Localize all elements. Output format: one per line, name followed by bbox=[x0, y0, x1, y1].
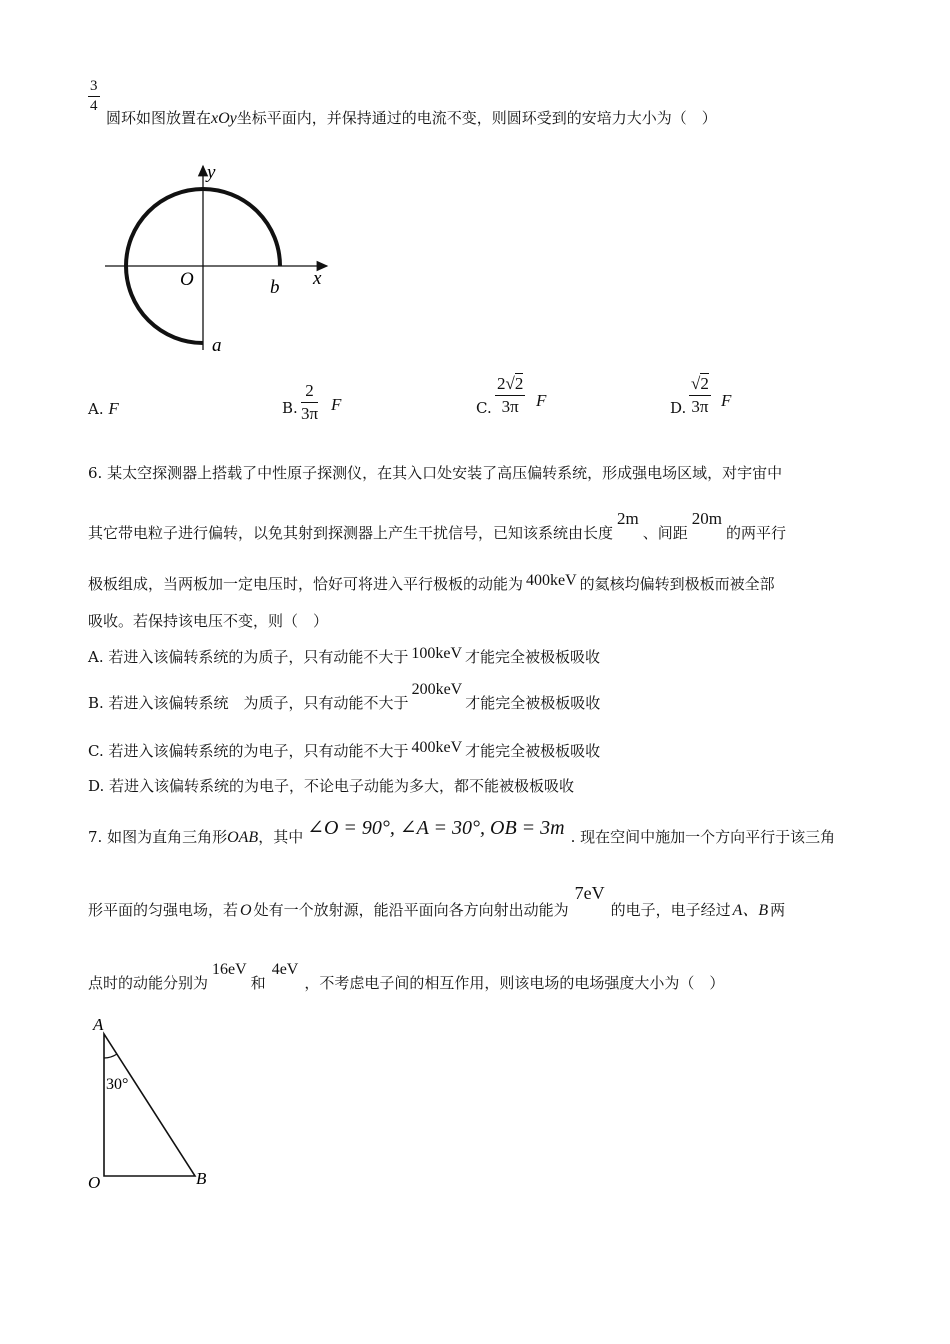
q7-conditions: ∠O = 90°, ∠A = 30°, OB = 3m bbox=[307, 817, 565, 839]
q7-point-o: O bbox=[240, 902, 252, 919]
q6-option-b-tail: 才能完全被极板吸收 bbox=[465, 694, 601, 712]
q6-option-d[interactable]: D. 若进入该偏转系统的为电子，不论电子动能为多大，都不能被极板吸收 bbox=[88, 777, 575, 795]
q5-stem bbox=[106, 107, 717, 128]
q5-option-d-numerator bbox=[689, 374, 711, 394]
q6-gap: 20m bbox=[691, 509, 722, 528]
q6-option-c-value: 400keV bbox=[411, 739, 463, 756]
q6-option-b[interactable] bbox=[88, 681, 601, 713]
q5-option-b-F: F bbox=[331, 395, 342, 414]
q5-option-c-denominator: 3π bbox=[501, 397, 519, 416]
q7-line-1 bbox=[88, 817, 836, 848]
q5-fraction-denominator: 4 bbox=[90, 98, 98, 114]
q5-option-d-root: 2 bbox=[700, 374, 709, 393]
q6-line-3-b: 的氦核均偏转到极板而被全部 bbox=[579, 575, 775, 593]
q7-line-2-c: 的电子，电子经过 bbox=[610, 901, 731, 919]
q6-line-4: 吸收。若保持该电压不变，则（ ） bbox=[88, 612, 329, 630]
q5-option-d-F: F bbox=[721, 391, 732, 410]
q7-points-ab: A、B bbox=[732, 902, 769, 919]
vertex-a-label: A bbox=[93, 1015, 104, 1034]
q5-option-b-numerator: 2 bbox=[305, 381, 314, 400]
vertex-o-label: O bbox=[88, 1173, 101, 1192]
q7-triangle-figure bbox=[80, 1010, 230, 1200]
q5-option-c-fraction bbox=[495, 374, 525, 417]
q5-option-b-denominator: 3π bbox=[301, 404, 319, 423]
q6-line-3-a: 极板组成，当两板加一定电压时，恰好可将进入平行极板的动能为 bbox=[88, 575, 524, 593]
q5-fraction-bar bbox=[88, 96, 100, 97]
q5-fraction bbox=[88, 78, 100, 115]
q6-energy: 400keV bbox=[526, 572, 577, 589]
point-b-label: b bbox=[270, 277, 280, 298]
q6-option-a[interactable] bbox=[88, 646, 600, 667]
q5-stem-post: 坐标平面内，并保持通过的电流不变，则圆环受到的安培力大小为（ ） bbox=[236, 109, 717, 127]
q5-ring-figure bbox=[95, 160, 355, 370]
q6-line-1: 6. 某太空探测器上搭载了中性原子探测仪，在其入口处安装了高压偏转系统，形成强电场区域，对宇宙中 bbox=[88, 464, 783, 482]
q7-line-1-c: . 现在空间中施加一个方向平行于该三角 bbox=[570, 828, 836, 846]
q5-option-c-F: F bbox=[536, 391, 547, 410]
q7-line-1-b: ，其中 bbox=[258, 828, 304, 846]
sqrt-icon: √ bbox=[691, 374, 701, 393]
q5-option-c-numerator bbox=[495, 374, 525, 394]
q6-line-2-b: 、间距 bbox=[642, 524, 688, 542]
q5-option-a-label: A. bbox=[88, 400, 104, 418]
q7-line-2-a: 形平面的匀强电场，若 bbox=[88, 901, 239, 919]
triangle-oab bbox=[104, 1034, 195, 1176]
q5-option-d-bar bbox=[689, 395, 711, 396]
x-axis-label: x bbox=[313, 268, 322, 289]
q6-line-2-c: 的两平行 bbox=[726, 524, 787, 542]
q6-option-c[interactable] bbox=[88, 740, 600, 761]
q5-option-c-coef: 2 bbox=[497, 374, 506, 393]
q6-line-2-a: 其它带电粒子进行偏转，以免其射到探测器上产生干扰信号，已知该系统由长度 bbox=[88, 524, 614, 542]
q5-option-b-label[interactable]: B. bbox=[282, 399, 298, 417]
q7-initial-energy: 7eV bbox=[574, 883, 605, 903]
origin-label: O bbox=[180, 269, 194, 290]
q5-option-a-value: F bbox=[108, 399, 119, 418]
q7-line-2-d: 两 bbox=[770, 901, 786, 919]
q5-option-d-denominator: 3π bbox=[691, 397, 709, 416]
q5-option-b-fraction bbox=[301, 381, 318, 424]
q5-stem-var: xOy bbox=[211, 110, 237, 127]
q6-line-2 bbox=[88, 509, 787, 543]
sqrt-icon: √ bbox=[505, 374, 515, 393]
q6-length: 2m bbox=[617, 509, 639, 528]
q5-option-c-bar bbox=[495, 395, 525, 396]
y-axis-label: y bbox=[207, 162, 216, 183]
q6-line-3 bbox=[88, 573, 775, 594]
q6-option-a-tail: 才能完全被极板吸收 bbox=[465, 648, 601, 666]
q6-option-a-text: A. 若进入该偏转系统的为质子，只有动能不大于 bbox=[88, 648, 409, 666]
q5-fraction-numerator: 3 bbox=[90, 78, 98, 94]
q6-option-c-tail: 才能完全被极板吸收 bbox=[465, 742, 601, 760]
q7-line-3 bbox=[88, 961, 725, 993]
q6-option-b-text: B. 若进入该偏转系统 为质子，只有动能不大于 bbox=[88, 694, 409, 712]
q7-energy-b: 4eV bbox=[271, 961, 299, 978]
point-a-label: a bbox=[212, 335, 222, 356]
q7-line-3-a: 点时的动能分别为 bbox=[88, 974, 209, 992]
q5-option-c-root: 2 bbox=[514, 374, 524, 393]
q5-option-a[interactable] bbox=[88, 399, 119, 419]
q5-option-d-fraction bbox=[689, 374, 711, 417]
q7-energy-a: 16eV bbox=[212, 961, 247, 978]
q7-line-2 bbox=[88, 883, 786, 920]
q5-stem-pre: 圆环如图放置在 bbox=[106, 109, 212, 127]
q6-option-c-text: C. 若进入该偏转系统的为电子，只有动能不大于 bbox=[88, 742, 409, 760]
q6-option-b-value: 200keV bbox=[411, 681, 463, 698]
q7-line-3-c: ，不考虑电子间的相互作用，则该电场的电场强度大小为（ ） bbox=[304, 974, 725, 992]
q6-option-a-value: 100keV bbox=[411, 645, 463, 662]
q5-option-b-bar bbox=[301, 402, 318, 403]
q5-option-d-label[interactable]: D. bbox=[670, 399, 687, 417]
q7-line-1-a: 7. 如图为直角三角形 bbox=[88, 828, 228, 846]
q7-line-3-b: 和 bbox=[250, 974, 266, 992]
q5-option-c-label[interactable]: C. bbox=[476, 399, 492, 417]
angle-arc-a bbox=[104, 1054, 117, 1058]
q7-line-2-b: 处有一个放射源，能沿平面向各方向射出动能为 bbox=[253, 901, 569, 919]
angle-label: 30° bbox=[106, 1076, 129, 1093]
q7-triangle-name: OAB bbox=[227, 829, 259, 846]
vertex-b-label: B bbox=[196, 1169, 207, 1188]
